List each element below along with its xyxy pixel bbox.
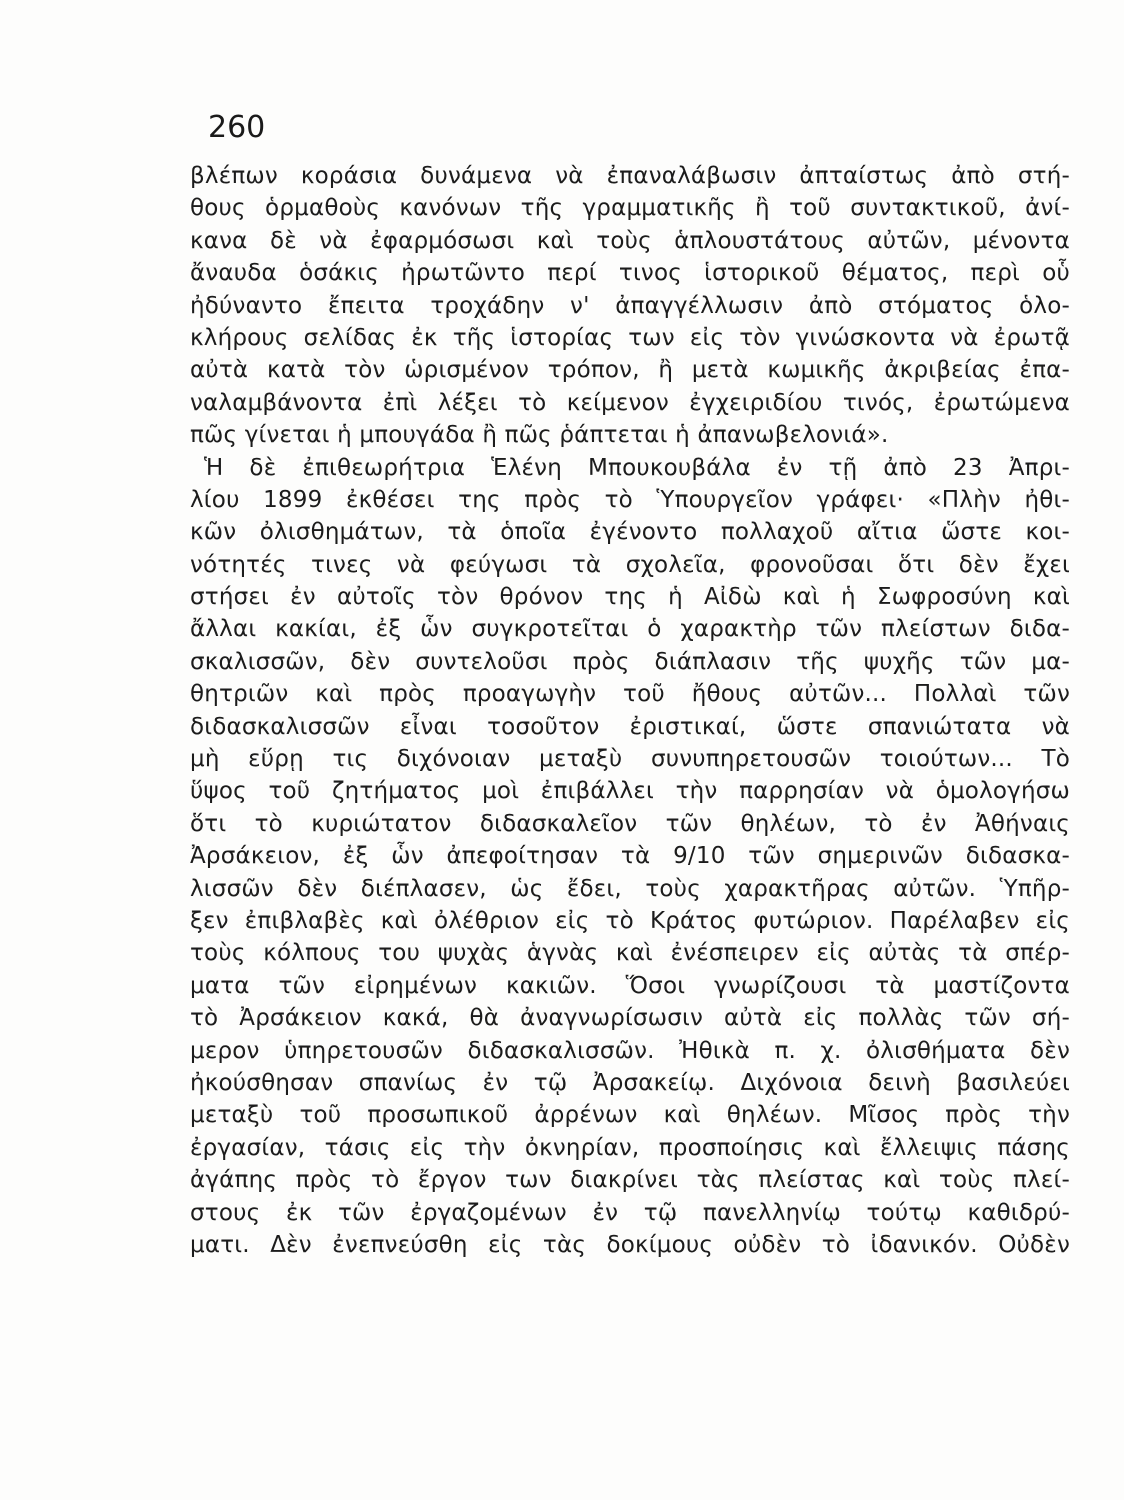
text-line: ὅτι τὸ κυριώτατον διδασκαλεῖον τῶν θηλέων, τὸ ἐν Ἀθήναις [190,810,1070,837]
text-line: θους ὁρμαθοὺς κανόνων τῆς γραμματικῆς ἢ τοῦ συντακτικοῦ, ἀνί- [190,195,1070,222]
text-line: ἄναυδα ὁσάκις ἠρωτῶντο περί τινος ἱστορικοῦ θέματος, περὶ οὗ [190,260,1070,287]
text-line: κανα δὲ νὰ ἐφαρμόσωσι καὶ τοὺς ἁπλουστάτους αὐτῶν, μένοντα [190,227,1070,254]
text-line: διδασκαλισσῶν εἶναι τοσοῦτον ἐριστικαί, ὥστε σπανιώτατα νὰ [190,713,1070,740]
text-line: ναλαμβάνοντα ἐπὶ λέξει τὸ κείμενον ἐγχειριδίου τινός, ἐρωτώμενα [190,389,1070,416]
text-line: ἠκούσθησαν σπανίως ἐν τῷ Ἀρσακείῳ. Διχόνοια δεινὴ βασιλεύει [190,1069,1070,1096]
paragraph-start-line: Ἡ δὲ ἐπιθεωρήτρια Ἑλένη Μπουκουβάλα ἐν τῇ ἀπὸ 23 Ἀπρι- [204,454,1070,481]
text-line: τοὺς κόλπους του ψυχὰς ἁγνὰς καὶ ἐνέσπειρεν εἰς αὐτὰς τὰ σπέρ- [190,940,1070,967]
text-line: κῶν ὀλισθημάτων, τὰ ὁποῖα ἐγένοντο πολλαχοῦ αἴτια ὥστε κοι- [190,519,1070,546]
text-line: πῶς γίνεται ἡ μπουγάδα ἢ πῶς ῥάπτεται ἡ ἀπανωβελονιά». [190,422,889,449]
text-line: ματα τῶν εἰρημένων κακιῶν. Ὅσοι γνωρίζουσι τὰ μαστίζοντα [190,972,1070,999]
text-line: τὸ Ἀρσάκειον κακά, θὰ ἀναγνωρίσωσιν αὐτὰ εἰς πολλὰς τῶν σή- [190,1005,1070,1032]
text-line: στήσει ἐν αὐτοῖς τὸν θρόνον της ἡ Αἰδὼ καὶ ἡ Σωφροσύνη καὶ [190,584,1070,611]
text-line: θητριῶν καὶ πρὸς προαγωγὴν τοῦ ἤθους αὐτῶν... Πολλαὶ τῶν [190,681,1070,708]
text-line: ματι. Δὲν ἐνεπνεύσθη εἰς τὰς δοκίμους οὐδὲν τὸ ἰδανικόν. Οὐδὲν [190,1231,1070,1258]
text-line: μερον ὑπηρετουσῶν διδασκαλισσῶν. Ἠθικὰ π. χ. ὀλισθήματα δὲν [190,1037,1070,1064]
body-text [190,160,1070,1261]
text-line: ὕψος τοῦ ζητήματος μοὶ ἐπιβάλλει τὴν παρρησίαν νὰ ὁμολογήσω [190,778,1070,805]
text-line: λίου 1899 ἐκθέσει της πρὸς τὸ Ὑπουργεῖον γράφει· «Πλὴν ἠθι- [190,486,1070,513]
text-line: μεταξὺ τοῦ προσωπικοῦ ἀρρένων καὶ θηλέων. Μῖσος πρὸς τὴν [190,1102,1070,1129]
text-line: Ἀρσάκειον, ἐξ ὧν ἀπεφοίτησαν τὰ 9/10 τῶν σημερινῶν διδασκα- [190,843,1070,870]
page-number: 260 [208,110,266,145]
text-line: ἐργασίαν, τάσις εἰς τὴν ὀκνηρίαν, προσποίησις καὶ ἔλλειψις πάσης [190,1134,1070,1161]
text-line: λισσῶν δὲν διέπλασεν, ὡς ἔδει, τοὺς χαρακτῆρας αὐτῶν. Ὑπῆρ- [190,875,1070,902]
text-line: βλέπων κοράσια δυνάμενα νὰ ἐπαναλάβωσιν ἀπταίστως ἀπὸ στή- [190,163,1070,189]
text-line: ἄλλαι κακίαι, ἐξ ὧν συγκροτεῖται ὁ χαρακτὴρ τῶν πλείστων διδα- [190,616,1070,643]
text-line: σκαλισσῶν, δὲν συντελοῦσι πρὸς διάπλασιν τῆς ψυχῆς τῶν μα- [190,648,1070,675]
text-line: νότητές τινες νὰ φεύγωσι τὰ σχολεῖα, φρονοῦσαι ὅτι δὲν ἔχει [190,551,1070,578]
text-line: ἀγάπης πρὸς τὸ ἔργον των διακρίνει τὰς πλείστας καὶ τοὺς πλεί- [190,1167,1070,1194]
text-line: αὐτὰ κατὰ τὸν ὡρισμένον τρόπον, ἢ μετὰ κωμικῆς ἀκριβείας ἐπα- [190,357,1070,384]
text-line: ἠδύναντο ἔπειτα τροχάδην ν' ἀπαγγέλλωσιν ἀπὸ στόματος ὁλο- [190,292,1070,319]
text-line: μὴ εὕρῃ τις διχόνοιαν μεταξὺ συνυπηρετουσῶν τοιούτων... Τὸ [190,746,1070,773]
text-line: στους ἐκ τῶν ἐργαζομένων ἐν τῷ πανελληνίῳ τούτῳ καθιδρύ- [190,1199,1070,1226]
text-line: κλήρους σελίδας ἐκ τῆς ἱστορίας των εἰς τὸν γινώσκοντα νὰ ἐρωτᾷ [190,324,1070,351]
text-line: ξεν ἐπιβλαβὲς καὶ ὀλέθριον εἰς τὸ Κράτος φυτώριον. Παρέλαβεν εἰς [190,907,1070,934]
